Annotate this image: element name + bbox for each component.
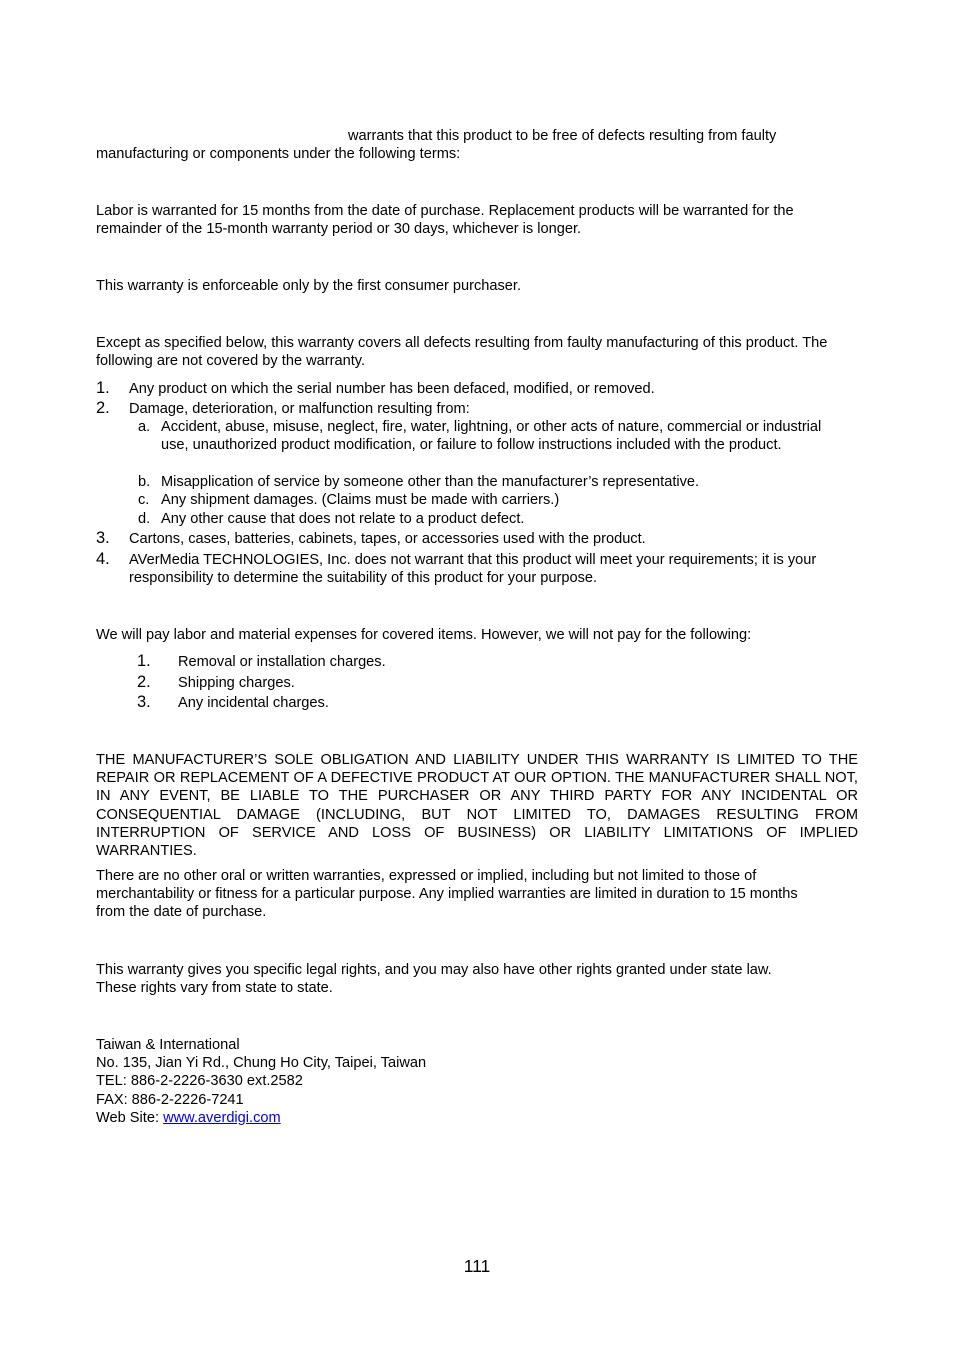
contact-tel: TEL: 886-2-2226-3630 ext.2582 <box>96 1073 303 1090</box>
coverage-subitem-letter: b. <box>138 474 151 490</box>
coverage-item-text: AVerMedia TECHNOLOGIES, Inc. does not warrant that this product will meet your requirements; it is your responsibility to determine the suitability of this product for your purpose. <box>129 552 817 587</box>
coverage-item-number: 2. <box>96 399 110 417</box>
coverage-subitem-text: Misapplication of service by someone other than the manufacturer’s representative. <box>161 474 700 490</box>
expenses-item-text: Removal or installation charges. <box>178 654 386 670</box>
coverage-item-text: Cartons, cases, batteries, cabinets, tapes, or accessories used with the product. <box>129 531 646 547</box>
contact-address: No. 135, Jian Yi Rd., Chung Ho City, Taipei, Taiwan <box>96 1055 427 1072</box>
web-site-link[interactable]: www.averdigi.com <box>163 1109 281 1126</box>
coverage-subitem-letter: d. <box>138 511 151 527</box>
coverage-item-number: 3. <box>96 529 110 547</box>
coverage-item-text: Damage, deterioration, or malfunction resulting from: <box>129 401 470 417</box>
contact-web <box>96 1109 858 1127</box>
legal-rights-line-2: These rights vary from state to state. <box>96 980 333 997</box>
legal-rights-line-1: This warranty gives you specific legal rights, and you may also have other rights granted under state law. <box>96 962 772 978</box>
page-number: 111 <box>463 1256 491 1276</box>
contact-fax: FAX: 886-2-2226-7241 <box>96 1091 244 1108</box>
labor-paragraph: Labor is warranted for 15 months from the date of purchase. Replacement products will be warranted for the remainder of the 15-month warranty period or 30 days, whichever is longer. <box>96 203 794 238</box>
coverage-paragraph: Except as specified below, this warranty covers all defects resulting from faulty manufacturing of this product. The following are not covered by the warranty. <box>96 335 828 370</box>
expenses-item-text: Shipping charges. <box>178 675 295 691</box>
expenses-item-text: Any incidental charges. <box>178 695 329 711</box>
coverage-item-text: Any product on which the serial number has been defaced, modified, or removed. <box>129 381 655 397</box>
intro-line-2: manufacturing or components under the following terms: <box>96 146 461 163</box>
coverage-subitem-text: Any other cause that does not relate to a product defect. <box>161 511 525 527</box>
coverage-subitem-letter: a. <box>138 419 151 435</box>
coverage-item-number: 4. <box>96 550 110 568</box>
intro-line-1: warrants that this product to be free of defects resulting from faulty <box>348 128 777 144</box>
coverage-subitem-text: Any shipment damages. (Claims must be made with carriers.) <box>161 492 560 508</box>
implied-warranties-paragraph: There are no other oral or written warranties, expressed or implied, including but not limited to those of merchantability or fitness for a particular purpose. Any implied warranties are limited in duration to 15 months from the date of purchase. <box>96 868 798 921</box>
coverage-subitem-text: Accident, abuse, misuse, neglect, fire, water, lightning, or other acts of nature, commercial or industrial use, unauthorized product modification, or failure to follow instructions included with the product. <box>161 419 822 454</box>
liability-paragraph: THE MANUFACTURER’S SOLE OBLIGATION AND LIABILITY UNDER THIS WARRANTY IS LIMITED TO THE REPAIR OR REPLACEMENT OF A DEFECTIVE PRODUCT AT OUR OPTION. THE MANUFACTURER SHALL NOT, IN ANY EVENT, BE LIABLE TO THE PURCHASER OR ANY THIRD PARTY FOR ANY INCIDENTAL OR CONSEQUENTIAL DAMAGE (INCLUDING, BUT NOT LIMITED TO, DAMAGES RESULTING FROM INTERRUPTION OF SERVICE AND LOSS OF BUSINESS) OR LIABILITY LIMITATIONS OF IMPLIED WARRANTIES. <box>96 752 858 860</box>
contact-block <box>96 1036 858 1127</box>
enforcement-paragraph: This warranty is enforceable only by the first consumer purchaser. <box>96 278 522 294</box>
expenses-paragraph: We will pay labor and material expenses for covered items. However, we will not pay for the following: <box>96 627 752 643</box>
expenses-item-number: 2. <box>137 673 151 691</box>
web-site-label: Web Site: <box>96 1109 164 1126</box>
legal-rights-paragraph <box>96 961 858 997</box>
expenses-item-number: 3. <box>137 693 151 711</box>
intro-paragraph <box>96 127 858 163</box>
coverage-subitem-letter: c. <box>138 492 150 508</box>
coverage-item-number: 1. <box>96 379 110 397</box>
contact-region: Taiwan & International <box>96 1037 240 1053</box>
expenses-item-number: 1. <box>137 652 151 670</box>
